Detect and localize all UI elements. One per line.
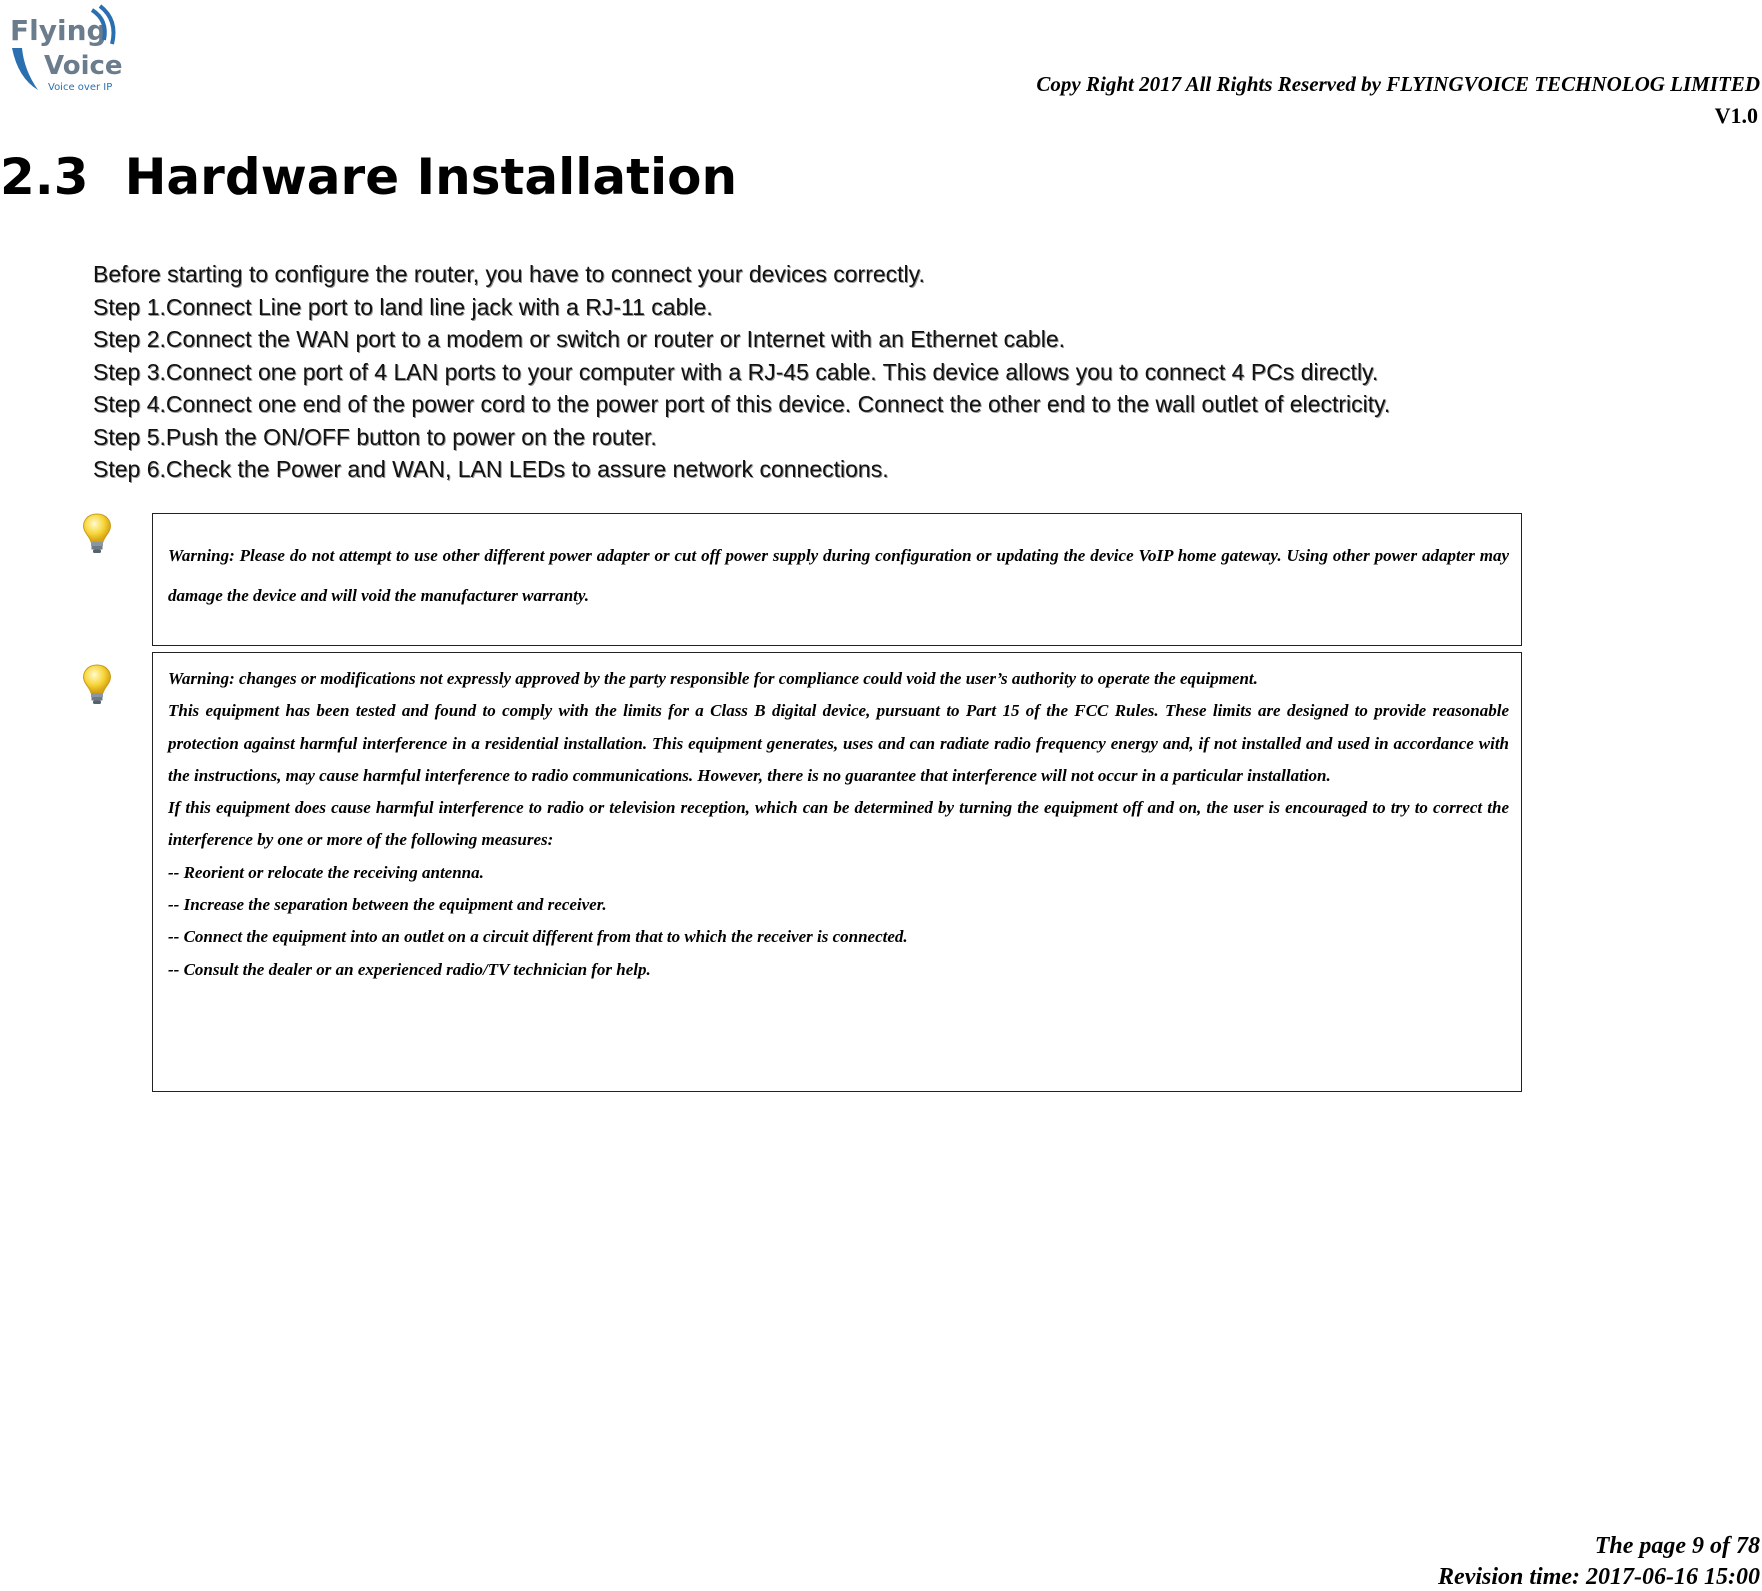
fcc-measure-item: -- Reorient or relocate the receiving antenna.: [168, 862, 484, 882]
section-heading: [0, 148, 737, 206]
section-title: Hardware Installation: [124, 148, 738, 206]
lightbulb-icon: [77, 511, 117, 557]
logo-tagline: Voice over IP: [48, 82, 113, 93]
fcc-warning-paragraph: This equipment has been tested and found to comply with the limits for a Class B digital device, pursuant to Part 15 of the FCC Rules. These limits are designed to provide reasonable protection against harmful interference in a residential installation. This equipment generates, uses and can radiate radio frequency energy and, if not installed and used in accordance with the instructions, may cause harmful interference to radio communications. However, there is no guarantee that interference will not occur in a particular installation.: [168, 701, 1509, 785]
section-number: 2.3: [0, 148, 89, 206]
flyingvoice-logo: [8, 4, 130, 96]
step-1: Step 1.Connect Line port to land line jack with a RJ-11 cable.: [93, 293, 713, 320]
step-5: Step 5.Push the ON/OFF button to power on the router.: [93, 423, 657, 450]
fcc-warning-paragraph: If this equipment does cause harmful interference to radio or television reception, which can be determined by turning the equipment off and on, the user is encouraged to try to correct the interference by one or more of the following measures:: [168, 798, 1509, 850]
fcc-warning-box: [152, 652, 1522, 1092]
logo-line2: Voice: [44, 51, 123, 81]
fcc-warning-paragraph: Warning: changes or modifications not expressly approved by the party responsible for compliance could void the user’s authority to operate the equipment.: [168, 669, 1258, 688]
fcc-measure-item: -- Consult the dealer or an experienced radio/TV technician for help.: [168, 959, 651, 979]
logo-line1: Flying: [10, 14, 107, 47]
copyright-notice: Copy Right 2017 All Rights Reserved by FLYINGVOICE TECHNOLOG LIMITED: [1036, 72, 1760, 96]
step-6: Step 6.Check the Power and WAN, LAN LEDs to assure network connections.: [93, 456, 889, 482]
power-warning-box: [152, 513, 1522, 646]
installation-steps: [93, 258, 1390, 486]
step-2: Step 2.Connect the WAN port to a modem or switch or router or Internet with an Ethernet cable.: [93, 326, 1066, 352]
fcc-measure-item: -- Connect the equipment into an outlet on a circuit different from that to which the receiver is connected.: [168, 927, 908, 947]
fcc-measure-item: -- Increase the separation between the equipment and receiver.: [168, 895, 607, 915]
step-3: Step 3.Connect one port of 4 LAN ports to your computer with a RJ-45 cable. This device allows you to connect 4 PCs directly.: [93, 358, 1379, 385]
step-4: Step 4.Connect one end of the power cord to the power port of this device. Connect the other end to the wall outlet of electricity.: [93, 391, 1391, 417]
steps-intro: Before starting to configure the router, you have to connect your devices correctly.: [93, 261, 925, 287]
lightbulb-icon: [77, 662, 117, 708]
power-warning-text: Warning: Please do not attempt to use other different power adapter or cut off power supply during configuration or updating the device VoIP home gateway. Using other power adapter may damage the device and will void the manufacturer warranty.: [168, 546, 1509, 605]
document-version: V1.0: [1714, 103, 1758, 128]
page-number: The page 9 of 78: [1594, 1533, 1760, 1559]
revision-time: Revision time: 2017-06-16 15:00: [1438, 1564, 1760, 1590]
